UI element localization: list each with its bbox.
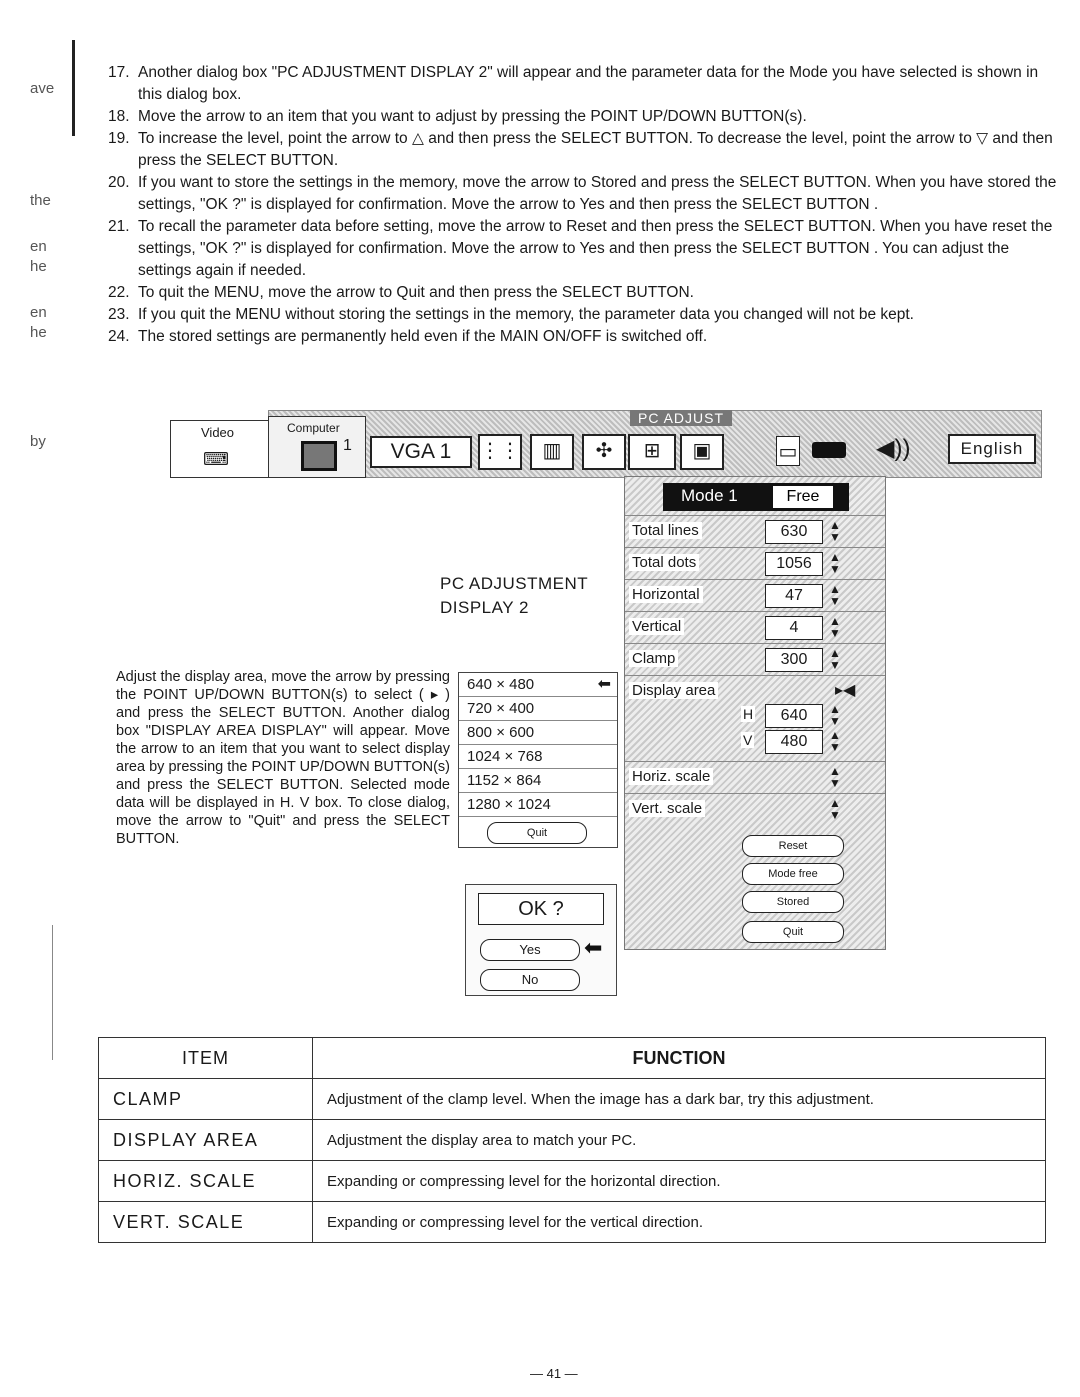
page-number: — 41 — — [530, 1366, 578, 1381]
language-button[interactable]: English — [948, 434, 1036, 464]
table-row — [99, 1161, 1046, 1202]
row-value: 47 — [765, 584, 823, 608]
list-item[interactable]: 1024 × 768 — [459, 745, 617, 769]
image-icon[interactable]: ▣ — [680, 434, 724, 470]
panel-caption — [440, 572, 588, 620]
v-value: 480 — [765, 730, 823, 754]
mode-title: Mode 1 — [681, 486, 738, 505]
list-item[interactable]: 800 × 600 — [459, 721, 617, 745]
function-cell: Adjustment of the clamp level. When the image has a dark bar, try this adjustment. — [313, 1079, 1046, 1120]
step-23 — [108, 304, 1063, 326]
vertical-row[interactable] — [625, 611, 885, 644]
row-label: Horizontal — [629, 586, 703, 603]
display-area-label: Display area — [629, 682, 718, 699]
list-quit-row — [459, 817, 617, 847]
function-table — [98, 1037, 1046, 1243]
h-label: H — [743, 706, 754, 722]
row-value: 630 — [765, 520, 823, 544]
video-icon: ⌨ — [203, 449, 229, 469]
table-row — [99, 1202, 1046, 1243]
computer-label: Computer — [287, 421, 340, 435]
item-cell: DISPLAY AREA — [99, 1120, 313, 1161]
item-cell: CLAMP — [99, 1079, 313, 1120]
total-lines-row[interactable] — [625, 515, 885, 548]
margin-rule — [72, 40, 75, 136]
h-value: 640 — [765, 704, 823, 728]
row-label: Vertical — [629, 618, 684, 635]
row-value: 300 — [765, 648, 823, 672]
step-number: 20. — [108, 174, 130, 191]
computer-icon — [301, 441, 337, 471]
margin-fragment: en — [30, 304, 47, 321]
horizontal-row[interactable] — [625, 579, 885, 612]
up-down-icon[interactable]: ▲ ▼ — [829, 614, 841, 640]
up-down-icon[interactable]: ▲ ▼ — [829, 550, 841, 576]
video-label: Video — [201, 425, 235, 440]
ok-dialog — [465, 884, 617, 996]
step-20 — [108, 172, 1063, 216]
pointer-arrow-icon: ⬅ — [584, 935, 603, 960]
item-header: ITEM — [99, 1038, 313, 1079]
item-cell: VERT. SCALE — [99, 1202, 313, 1243]
up-down-icon[interactable]: ▲ ▼ — [829, 702, 841, 728]
item-cell: HORIZ. SCALE — [99, 1161, 313, 1202]
position-icon[interactable]: ✣ — [582, 434, 626, 470]
up-down-icon[interactable]: ▲ ▼ — [829, 582, 841, 608]
function-cell: Adjustment the display area to match your PC. — [313, 1120, 1046, 1161]
up-down-icon[interactable]: ▲ ▼ — [829, 796, 841, 822]
step-number: 24. — [108, 328, 130, 345]
source-select[interactable]: VGA 1 — [370, 436, 472, 468]
sound-icon[interactable]: ◀)) — [876, 435, 911, 462]
screen-icon[interactable]: ▭ — [776, 436, 800, 466]
row-value: 1056 — [765, 552, 823, 576]
step-text: To quit the MENU, move the arrow to Quit and then press the SELECT BUTTON. — [138, 284, 694, 301]
step-text: The stored settings are permanently held even if the MAIN ON/OFF is switched off. — [138, 328, 708, 345]
step-18 — [108, 106, 1063, 128]
yes-button[interactable]: Yes — [480, 939, 580, 961]
caption-line-1: PC ADJUSTMENT — [440, 574, 589, 593]
computer-tab[interactable] — [268, 416, 366, 478]
margin-fragment: ave — [30, 80, 55, 97]
list-item[interactable]: 720 × 400 — [459, 697, 617, 721]
step-21 — [108, 216, 1063, 282]
ok-title: OK ? — [478, 893, 604, 925]
list-item[interactable]: 1152 × 864 — [459, 769, 617, 793]
step-number: 17. — [108, 64, 130, 81]
step-number: 23. — [108, 306, 130, 323]
up-down-icon[interactable]: ▲ ▼ — [829, 646, 841, 672]
select-arrow-icon[interactable]: ▸◀ — [835, 682, 856, 699]
computer-number: 1 — [343, 437, 352, 454]
margin-fragment: by — [30, 433, 46, 450]
step-number: 21. — [108, 218, 130, 235]
list-item[interactable]: 1280 × 1024 — [459, 793, 617, 817]
display-area-row[interactable] — [625, 675, 885, 762]
total-dots-icon[interactable]: ▥ — [530, 434, 574, 470]
display-area-list — [458, 672, 618, 848]
no-button[interactable]: No — [480, 969, 580, 991]
caption-line-2: DISPLAY 2 — [440, 598, 529, 617]
margin-rule-lower — [52, 925, 53, 1060]
margin-fragment: he — [30, 324, 47, 341]
row-value: 4 — [765, 616, 823, 640]
reset-button[interactable]: Reset — [742, 835, 844, 857]
pointer-arrow-icon: ⬅ — [597, 676, 611, 693]
up-down-icon[interactable]: ▲ ▼ — [829, 518, 841, 544]
table-header-row — [99, 1038, 1046, 1079]
margin-fragment: en — [30, 238, 47, 255]
up-down-icon[interactable]: ▲ ▼ — [829, 764, 841, 790]
margin-fragment: he — [30, 258, 47, 275]
step-text: Another dialog box "PC ADJUSTMENT DISPLAY 2" will appear and the parameter data for the Mode you have selected is shown in this dialog box. — [138, 64, 1039, 103]
mode-header — [663, 483, 849, 511]
pc-adjust-icon[interactable]: ⊞ — [628, 434, 676, 470]
step-number: 22. — [108, 284, 130, 301]
function-cell: Expanding or compressing level for the horizontal direction. — [313, 1161, 1046, 1202]
video-tab[interactable] — [170, 420, 270, 478]
step-text: If you quit the MENU without storing the settings in the memory, the parameter data you changed will not be kept. — [138, 306, 914, 323]
function-header: FUNCTION — [313, 1038, 1046, 1079]
table-row — [99, 1120, 1046, 1161]
list-item[interactable] — [459, 673, 617, 697]
step-17 — [108, 62, 1063, 106]
quit-button[interactable]: Quit — [742, 921, 844, 943]
clamp-row[interactable] — [625, 643, 885, 676]
projector-icon[interactable] — [812, 442, 846, 458]
step-text: If you want to store the settings in the memory, move the arrow to Stored and press the SELECT BUTTON. When you have stored the settings, "OK ?" is displayed for confirmation. Move the arrow to Yes and then press the SELECT BUTTON . — [138, 174, 1057, 213]
vert-scale-label: Vert. scale — [629, 800, 705, 817]
row-label: Clamp — [629, 650, 678, 667]
instruction-steps — [108, 62, 1063, 348]
up-down-icon[interactable]: ▲ ▼ — [829, 728, 841, 754]
step-text: Move the arrow to an item that you want to adjust by pressing the POINT UP/DOWN BUTTON(s). — [138, 108, 807, 125]
horiz-scale-label: Horiz. scale — [629, 768, 713, 785]
table-row — [99, 1079, 1046, 1120]
stored-button[interactable]: Stored — [742, 891, 844, 913]
total-dots-row[interactable] — [625, 547, 885, 580]
row-label: Total dots — [629, 554, 699, 571]
step-24 — [108, 326, 1063, 348]
resolution-label: 640 × 480 — [467, 676, 535, 693]
vert-scale-row[interactable] — [625, 793, 885, 826]
horiz-scale-row[interactable] — [625, 761, 885, 794]
step-text: To increase the level, point the arrow to △ and then press the SELECT BUTTON. To decrease the level, point the arrow to ▽ and then press the SELECT BUTTON. — [138, 130, 1053, 169]
display-area-note: Adjust the display area, move the arrow by pressing the POINT UP/DOWN BUTTON(s) to select ( ▸ ) and press the SELECT BUTTON. Another dialog box "DISPLAY AREA DISPLAY" will appear. Move the arrow to an item that you want to select display area by pressing the POINT UP/DOWN BUTTON(s) and press the SELECT BUTTON. Selected mode data will be displayed in H. V box. To close dialog, move the arrow to "Quit" and press the SELECT BUTTON. — [116, 669, 450, 847]
v-label: V — [743, 732, 753, 748]
row-label: Total lines — [629, 522, 702, 539]
list-quit-button[interactable]: Quit — [487, 822, 587, 844]
section-title: PC ADJUST — [630, 410, 732, 426]
step-22 — [108, 282, 1063, 304]
step-text: To recall the parameter data before setting, move the arrow to Reset and then press the SELECT BUTTON. When you have reset the settings, "OK ?" is displayed for confirmation. Move the arrow to Yes and then press the SELECT BUTTON . You can adjust the settings again if needed. — [138, 218, 1053, 279]
step-19 — [108, 128, 1063, 172]
step-number: 19. — [108, 130, 130, 147]
step-number: 18. — [108, 108, 130, 125]
mode-value: Free — [773, 486, 833, 508]
function-cell: Expanding or compressing level for the vertical direction. — [313, 1202, 1046, 1243]
mode-free-button[interactable]: Mode free — [742, 863, 844, 885]
fine-sync-icon[interactable]: ⋮⋮ — [478, 434, 522, 470]
margin-fragment: the — [30, 192, 51, 209]
pc-adjustment-panel — [624, 476, 886, 950]
